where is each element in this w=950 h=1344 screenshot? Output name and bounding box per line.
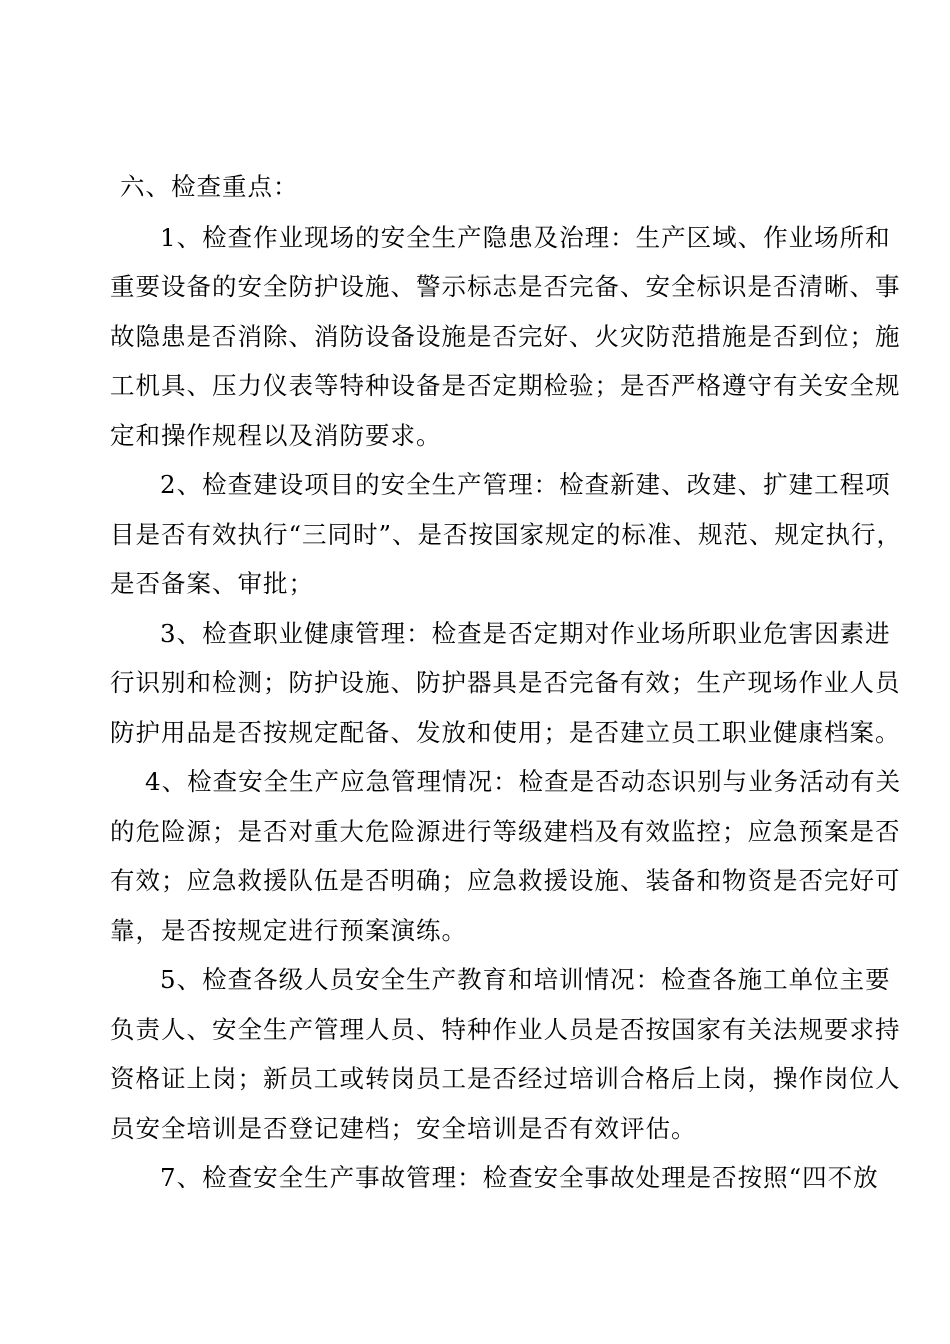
paragraph-2-line-1: 2、检查建设项目的安全生产管理：检查新建、改建、扩建工程项 bbox=[160, 470, 891, 499]
paragraph-1-line-1: 1、检查作业现场的安全生产隐患及治理：生产区域、作业场所和 bbox=[160, 223, 891, 252]
paragraph-3-line-3: 防护用品是否按规定配备、发放和使用；是否建立员工职业健康档案。 bbox=[110, 718, 901, 747]
paragraph-5-line-4: 员安全培训是否登记建档；安全培训是否有效评估。 bbox=[110, 1114, 697, 1143]
paragraph-5-line-2: 负责人、安全生产管理人员、特种作业人员是否按国家有关法规要求持 bbox=[110, 1015, 901, 1044]
paragraph-1-line-4: 工机具、压力仪表等特种设备是否定期检验；是否严格遵守有关安全规 bbox=[110, 371, 901, 400]
paragraph-4-line-1: 4、检查安全生产应急管理情况：检查是否动态识别与业务活动有关 bbox=[145, 767, 902, 796]
paragraph-2-line-3: 是否备案、审批； bbox=[110, 569, 314, 598]
paragraph-5-line-3: 资格证上岗；新员工或转岗员工是否经过培训合格后上岗，操作岗位人 bbox=[110, 1064, 901, 1093]
paragraph-4-line-4: 靠，是否按规定进行预案演练。 bbox=[110, 916, 467, 945]
paragraph-1-line-2: 重要设备的安全防护设施、警示标志是否完备、安全标识是否清晰、事 bbox=[110, 272, 901, 301]
paragraph-4-line-3: 有效；应急救援队伍是否明确；应急救援设施、装备和物资是否完好可 bbox=[110, 866, 901, 895]
paragraph-2-line-2: 目是否有效执行“三同时”、是否按国家规定的标准、规范、规定执行， bbox=[110, 520, 903, 549]
paragraph-7-line-1: 7、检查安全生产事故管理：检查安全事故处理是否按照“四不放 bbox=[160, 1163, 879, 1192]
paragraph-1-line-5: 定和操作规程以及消防要求。 bbox=[110, 421, 442, 450]
paragraph-5-line-1: 5、检查各级人员安全生产教育和培训情况：检查各施工单位主要 bbox=[160, 965, 891, 994]
paragraph-1-line-3: 故隐患是否消除、消防设备设施是否完好、火灾防范措施是否到位；施 bbox=[110, 322, 901, 351]
section-heading: 六、检查重点： bbox=[120, 172, 299, 201]
paragraph-4-line-2: 的危险源；是否对重大危险源进行等级建档及有效监控；应急预案是否 bbox=[110, 817, 901, 846]
paragraph-3-line-1: 3、检查职业健康管理：检查是否定期对作业场所职业危害因素进 bbox=[160, 619, 891, 648]
paragraph-3-line-2: 行识别和检测；防护设施、防护器具是否完备有效；生产现场作业人员 bbox=[110, 668, 901, 697]
